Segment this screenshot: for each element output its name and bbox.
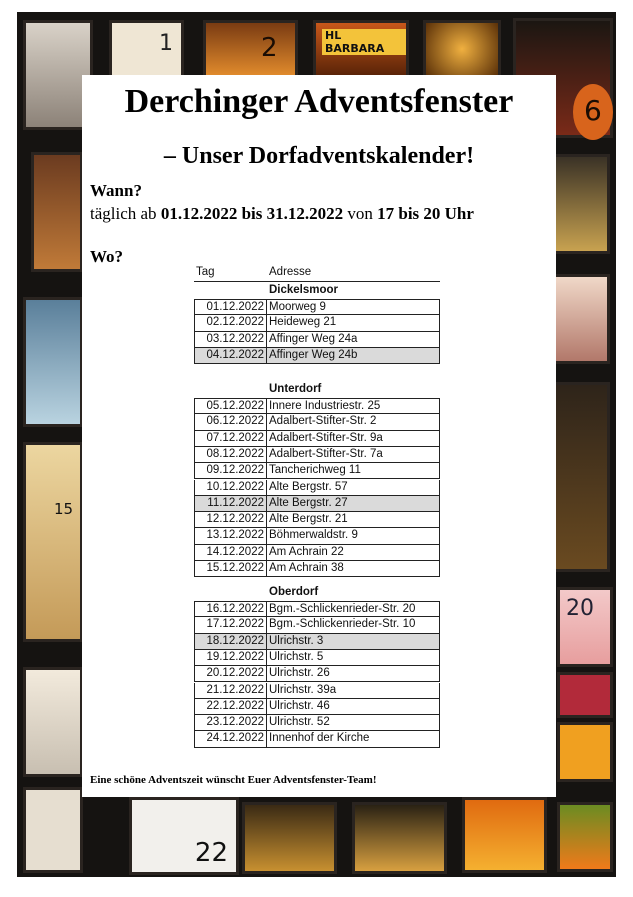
window-bottom-center: [352, 802, 447, 874]
window-moon-stars-red: [557, 672, 613, 718]
poster-footer: Eine schöne Adventszeit wünscht Euer Adventsfenster-Team!: [90, 774, 377, 786]
row-address: Bgm.-Schlickenrieder-Str. 10: [269, 618, 416, 631]
window-blue-stars: [23, 297, 83, 427]
window-nativity-green: [557, 802, 613, 872]
row-address: Heideweg 21: [269, 316, 337, 329]
row-address: Moorweg 9: [269, 301, 326, 313]
row-date: 24.12.2022: [195, 731, 267, 746]
row-address: Am Achrain 38: [269, 562, 344, 574]
table-row: [194, 666, 440, 682]
row-address: Innenhof der Kirche: [269, 732, 370, 745]
table-row: [194, 601, 440, 617]
row-address: Ulrichstr. 3: [269, 634, 324, 647]
row-date: 11.12.2022: [195, 496, 267, 511]
table-row: [194, 715, 440, 731]
row-address: Affinger Weg 24a: [269, 332, 358, 345]
table-row: [194, 512, 440, 528]
poster-card: [82, 75, 556, 797]
row-address: Ulrichstr. 5: [269, 650, 324, 663]
row-address: Böhmerwaldstr. 9: [269, 529, 358, 542]
table-row: [194, 463, 440, 479]
table-row: [194, 480, 440, 496]
window-number-15-label: 15: [54, 500, 74, 518]
window-number-20: [557, 587, 613, 667]
row-address: Bgm.-Schlickenrieder-Str. 20: [269, 603, 416, 615]
window-number-2: [203, 20, 298, 78]
row-date: 18.12.2022: [195, 634, 267, 649]
window-bottom-center-left: [242, 802, 337, 874]
row-address: Tancherichweg 11: [269, 464, 361, 477]
row-date: 07.12.2022: [195, 431, 267, 446]
row-address: Innere Industriestr. 25: [269, 400, 381, 412]
table-row: [194, 299, 440, 315]
table-row: [194, 528, 440, 544]
row-address: Alte Bergstr. 27: [269, 496, 348, 509]
table-row: [194, 683, 440, 699]
table-row: [194, 315, 440, 331]
row-date: 10.12.2022: [195, 480, 267, 495]
table-row: [194, 431, 440, 447]
section-heading: Dickelsmoor: [269, 284, 339, 296]
window-stars-orange: [31, 152, 83, 272]
when-from-date: 01.12.2022: [160, 204, 238, 223]
row-address: Adalbert-Stifter-Str. 2: [269, 415, 377, 428]
row-date: 21.12.2022: [195, 683, 267, 698]
when-hours: 17 bis 20 Uhr: [377, 204, 474, 223]
window-number-15: [23, 442, 83, 642]
section-heading: Unterdorf: [269, 383, 322, 395]
row-address: Ulrichstr. 46: [269, 699, 330, 712]
window-bottom-right: [462, 797, 547, 873]
window-number-22: [129, 797, 239, 875]
row-date: 12.12.2022: [195, 512, 267, 527]
window-number-1: [109, 20, 184, 78]
row-address: Affinger Weg 24b: [269, 348, 358, 361]
window-orange-angel: [557, 722, 613, 782]
row-address: Am Achrain 22: [269, 545, 344, 558]
table-row: [194, 414, 440, 430]
window-wreath: [423, 20, 501, 78]
table-row: [194, 731, 440, 747]
row-date: 09.12.2022: [195, 463, 267, 478]
window-number-2-label: 2: [261, 33, 278, 63]
row-address: Ulrichstr. 26: [269, 667, 330, 680]
window-dark-bulbs: [550, 382, 610, 572]
table-row: [194, 447, 440, 463]
row-address: Adalbert-Stifter-Str. 7a: [269, 447, 383, 460]
row-date: 08.12.2022: [195, 447, 267, 462]
window-number-22-label: 22: [194, 838, 228, 868]
row-date: 20.12.2022: [195, 666, 267, 681]
row-address: Ulrichstr. 52: [269, 716, 330, 729]
table-row: [194, 650, 440, 666]
window-number-20-label: 20: [566, 596, 594, 621]
table-row: [194, 561, 440, 577]
table-row: [194, 398, 440, 414]
row-date: 19.12.2022: [195, 650, 267, 665]
row-address: Alte Bergstr. 57: [269, 480, 348, 493]
window-moon: [550, 154, 610, 254]
row-date: 23.12.2022: [195, 715, 267, 730]
row-date: 02.12.2022: [195, 315, 267, 330]
row-date: 01.12.2022: [195, 300, 267, 314]
where-label: Wo?: [90, 247, 124, 266]
table-row: [194, 496, 440, 512]
row-date: 14.12.2022: [195, 545, 267, 560]
poster-subtitle: – Unser Dorfadventskalender!: [163, 143, 475, 169]
when-to-date: 31.12.2022: [266, 204, 344, 223]
window-warm-lights: [550, 274, 610, 364]
row-date: 15.12.2022: [195, 561, 267, 576]
window-number-6-label: 6: [584, 94, 602, 127]
table-row: [194, 617, 440, 633]
poster-title: Derchinger Adventsfenster: [124, 83, 514, 120]
row-date: 22.12.2022: [195, 699, 267, 714]
row-address: Ulrichstr. 39a: [269, 683, 337, 696]
row-date: 13.12.2022: [195, 528, 267, 543]
row-date: 03.12.2022: [195, 332, 267, 347]
row-address: Alte Bergstr. 21: [269, 513, 348, 526]
row-address: Adalbert-Stifter-Str. 9a: [269, 431, 383, 444]
column-header-day: Tag: [196, 266, 215, 278]
window-number-1-label: 1: [159, 31, 173, 56]
window-angel-star: [23, 667, 83, 777]
section-heading: Oberdorf: [269, 586, 319, 598]
table-row: [194, 634, 440, 650]
when-between: bis: [237, 204, 267, 223]
table-row: [194, 332, 440, 348]
table-row: [194, 545, 440, 561]
row-date: 16.12.2022: [195, 602, 267, 616]
window-sign-text: HL BARBARA: [322, 29, 406, 55]
when-prefix: täglich ab: [90, 204, 161, 223]
table-row: [194, 699, 440, 715]
row-date: 05.12.2022: [195, 399, 267, 413]
window-bottom-left: [23, 787, 83, 873]
when-details: [90, 204, 474, 224]
window-hl-barbara: [313, 20, 409, 78]
when-von: von: [343, 204, 378, 223]
row-date: 04.12.2022: [195, 348, 267, 363]
row-date: 06.12.2022: [195, 414, 267, 429]
table-row: [194, 348, 440, 364]
column-header-address: Adresse: [269, 266, 312, 278]
row-date: 17.12.2022: [195, 617, 267, 632]
when-label: Wann?: [90, 181, 142, 200]
